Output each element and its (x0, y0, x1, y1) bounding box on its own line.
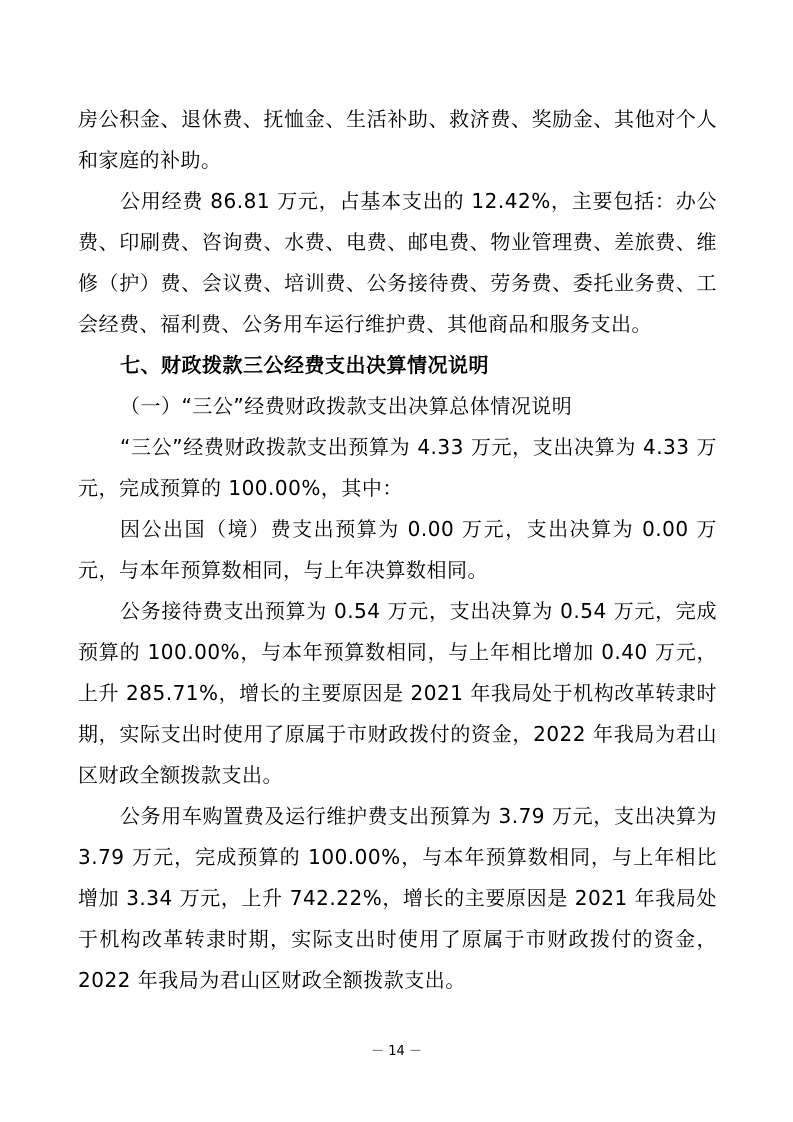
paragraph-overseas-travel: 因公出国（境）费支出预算为 0.00 万元，支出决算为 0.00 万元，与本年预算数相同，与上年决算数相同。 (78, 517, 717, 582)
paragraph-three-public-total: “三公”经费财政拨款支出预算为 4.33 万元，支出决算为 4.33 万元，完成预算的 100.00%，其中： (78, 435, 717, 500)
section-heading: 七、财政拨款三公经费支出决算情况说明 (120, 353, 489, 377)
paragraph-reception: 公务接待费支出预算为 0.54 万元，支出决算为 0.54 万元，完成预算的 100.00%，与本年预算数相同，与上年相比增加 0.40 万元，上升 285.71%，增长的主要原因是 2021 年我局处于机构改革转隶时期，实际支出时使用了原属于市财政拨付的资金，2022 年我局为君山区财政全额拨款支出。 (78, 599, 717, 787)
paragraph-continuation: 房公积金、退休费、抚恤金、生活补助、救济费、奖励金、其他对个人和家庭的补助。 (78, 107, 717, 172)
subsection-heading: （一）“三公”经费财政拨款支出决算总体情况说明 (120, 394, 573, 418)
paragraph-public-expenses: 公用经费 86.81 万元，占基本支出的 12.42%，主要包括：办公费、印刷费、咨询费、水费、电费、邮电费、物业管理费、差旅费、维修（护）费、会议费、培训费、公务接待费、劳务费、委托业务费、工会经费、福利费、公务用车运行维护费、其他商品和服务支出。 (78, 189, 717, 336)
paragraph-vehicles: 公务用车购置费及运行维护费支出预算为 3.79 万元，支出决算为 3.79 万元，完成预算的 100.00%，与本年预算数相同，与上年相比增加 3.34 万元，上升 742.22%，增长的主要原因是 2021 年我局处于机构改革转隶时期，实际支出时使用了原属于市财政拨付的资金，2022 年我局为君山区财政全额拨款支出。 (78, 804, 717, 992)
document-body (78, 99, 717, 1001)
page-number: － 14 － (371, 1044, 422, 1059)
